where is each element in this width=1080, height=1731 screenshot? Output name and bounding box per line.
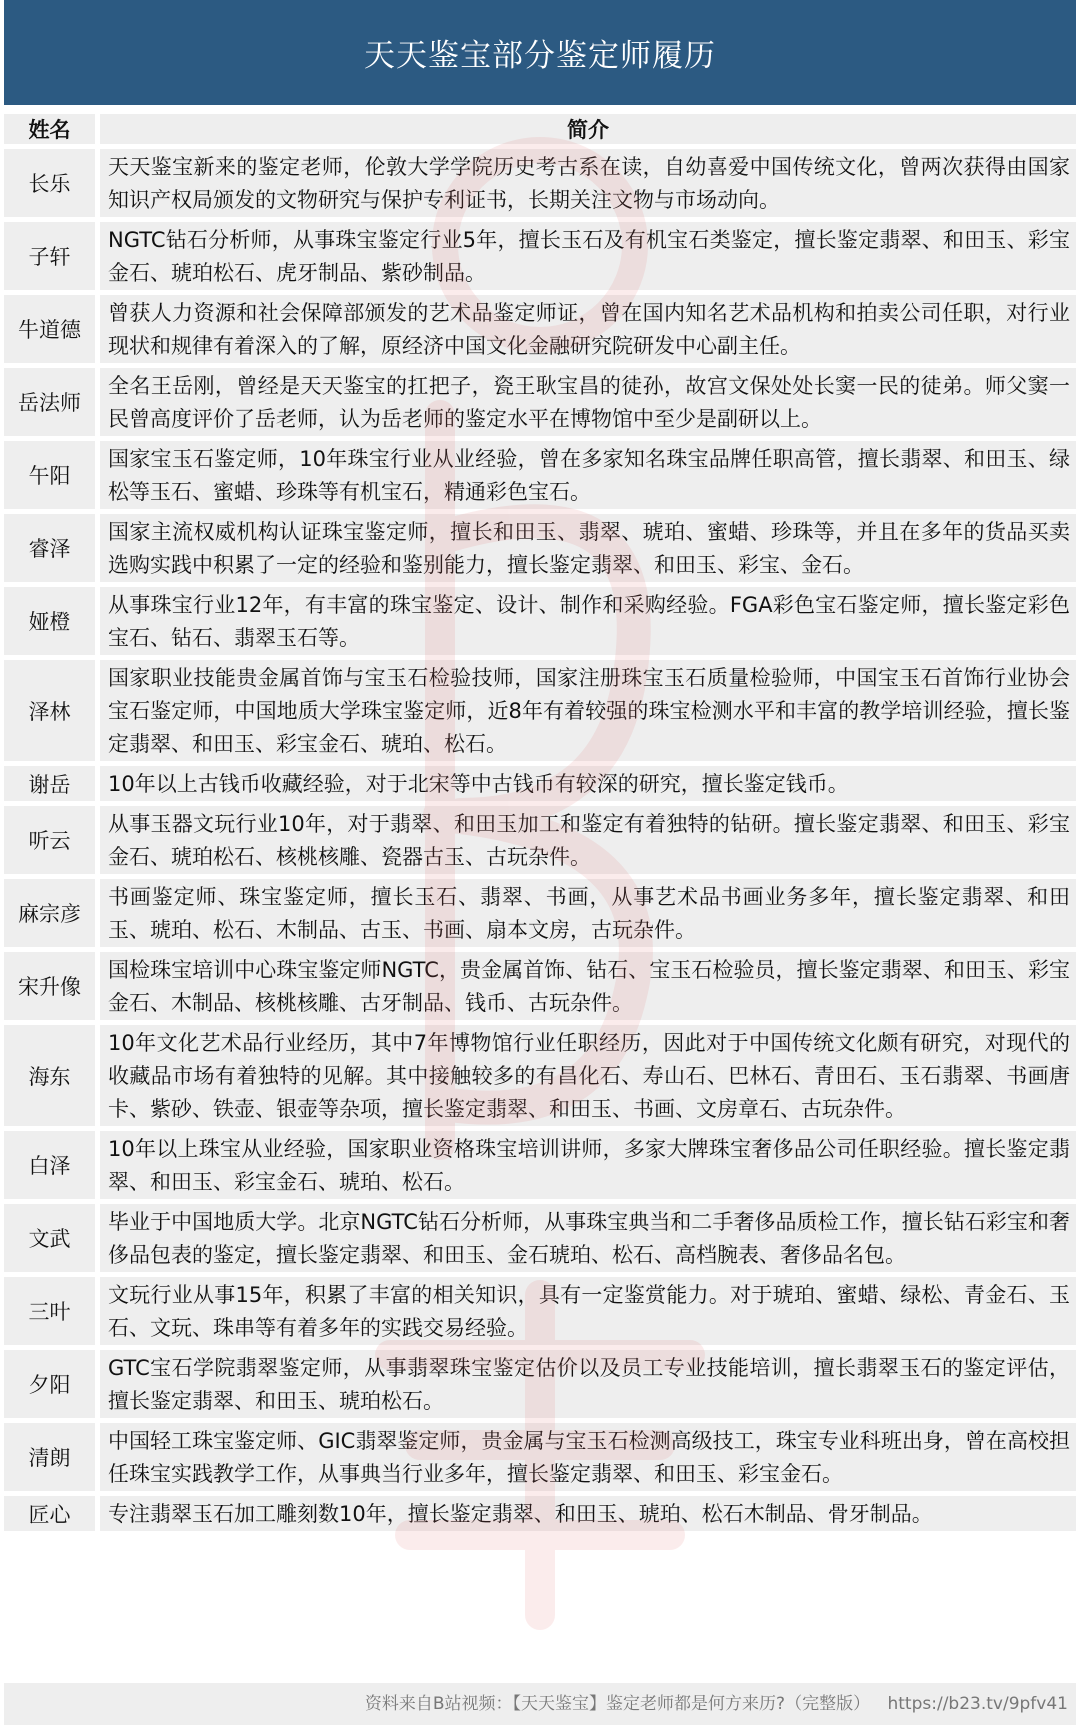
- appraiser-bio: 10年文化艺术品行业经历，其中7年博物馆行业任职经历，因此对于中国传统文化颇有研究，对现代的收藏品市场有着独特的见解。其中接触较多的有昌化石、寿山石、巴林石、青田石、玉石翡翠、书画唐卡、紫砂、铁壶、银壶等杂项，擅长鉴定翡翠、和田玉、书画、文房章石、古玩杂件。: [100, 1025, 1076, 1126]
- table-row: [4, 1496, 1076, 1531]
- appraiser-bio: 曾获人力资源和社会保障部颁发的艺术品鉴定师证，曾在国内知名艺术品机构和拍卖公司任职，对行业现状和规律有着深入的了解，原经济中国文化金融研究院研发中心副主任。: [100, 295, 1076, 363]
- table-row: [4, 587, 1076, 655]
- table-row: [4, 1423, 1076, 1491]
- header-name: 姓名: [4, 114, 100, 144]
- appraiser-name: 白泽: [4, 1131, 100, 1199]
- appraiser-name: 麻宗彦: [4, 879, 100, 947]
- appraiser-bio: 国家职业技能贵金属首饰与宝玉石检验技师，国家注册珠宝玉石质量检验师，中国宝玉石首饰行业协会宝石鉴定师，中国地质大学珠宝鉴定师，近8年有着较强的珠宝检测水平和丰富的教学培训经验，擅长鉴定翡翠、和田玉、彩宝金石、琥珀、松石。: [100, 660, 1076, 761]
- appraiser-bio: GTC宝石学院翡翠鉴定师，从事翡翠珠宝鉴定估价以及员工专业技能培训，擅长翡翠玉石的鉴定评估，擅长鉴定翡翠、和田玉、琥珀松石。: [100, 1350, 1076, 1418]
- table-row: [4, 879, 1076, 947]
- appraiser-bio: 中国轻工珠宝鉴定师、GIC翡翠鉴定师，贵金属与宝玉石检测高级技工，珠宝专业科班出身，曾在高校担任珠宝实践教学工作，从事典当行业多年，擅长鉴定翡翠、和田玉、彩宝金石。: [100, 1423, 1076, 1491]
- appraiser-bio: 从事珠宝行业12年，有丰富的珠宝鉴定、设计、制作和采购经验。FGA彩色宝石鉴定师，擅长鉴定彩色宝石、钻石、翡翠玉石等。: [100, 587, 1076, 655]
- table-row: [4, 806, 1076, 874]
- appraiser-bio: 毕业于中国地质大学。北京NGTC钻石分析师，从事珠宝典当和二手奢侈品质检工作，擅长钻石彩宝和奢侈品包表的鉴定，擅长鉴定翡翠、和田玉、金石琥珀、松石、高档腕表、奢侈品名包。: [100, 1204, 1076, 1272]
- table-row: [4, 222, 1076, 290]
- appraiser-bio: 全名王岳刚，曾经是天天鉴宝的扛把子，瓷王耿宝昌的徒孙，故宫文保处处长窦一民的徒弟。师父窦一民曾高度评价了岳老师，认为岳老师的鉴定水平在博物馆中至少是副研以上。: [100, 368, 1076, 436]
- appraiser-name: 听云: [4, 806, 100, 874]
- appraiser-bio: 10年以上珠宝从业经验，国家职业资格珠宝培训讲师，多家大牌珠宝奢侈品公司任职经验。擅长鉴定翡翠、和田玉、彩宝金石、琥珀、松石。: [100, 1131, 1076, 1199]
- appraiser-bio: NGTC钻石分析师，从事珠宝鉴定行业5年，擅长玉石及有机宝石类鉴定，擅长鉴定翡翠、和田玉、彩宝金石、琥珀松石、虎牙制品、紫砂制品。: [100, 222, 1076, 290]
- appraiser-name: 岳法师: [4, 368, 100, 436]
- table-row: [4, 1131, 1076, 1199]
- table-row: [4, 952, 1076, 1020]
- appraiser-name: 文武: [4, 1204, 100, 1272]
- appraiser-name: 牛道德: [4, 295, 100, 363]
- page-header: [4, 0, 1076, 105]
- appraiser-bio: 10年以上古钱币收藏经验，对于北宋等中古钱币有较深的研究，擅长鉴定钱币。: [100, 766, 1076, 801]
- table-row: [4, 514, 1076, 582]
- table-row: [4, 1025, 1076, 1126]
- appraiser-name: 泽林: [4, 660, 100, 761]
- appraiser-name: 海东: [4, 1025, 100, 1126]
- appraiser-bio: 专注翡翠玉石加工雕刻数10年，擅长鉴定翡翠、和田玉、琥珀、松石木制品、骨牙制品。: [100, 1496, 1076, 1531]
- footer-url[interactable]: https://b23.tv/9pfv41: [887, 1694, 1068, 1714]
- appraiser-name: 子轩: [4, 222, 100, 290]
- appraiser-name: 清朗: [4, 1423, 100, 1491]
- appraiser-name: 夕阳: [4, 1350, 100, 1418]
- table-row: [4, 295, 1076, 363]
- table-header-row: [4, 114, 1076, 144]
- appraiser-bio: 国家主流权威机构认证珠宝鉴定师，擅长和田玉、翡翠、琥珀、蜜蜡、珍珠等，并且在多年的货品买卖选购实践中积累了一定的经验和鉴别能力，擅长鉴定翡翠、和田玉、彩宝、金石。: [100, 514, 1076, 582]
- table-row: [4, 1350, 1076, 1418]
- appraiser-bio: 天天鉴宝新来的鉴定老师，伦敦大学学院历史考古系在读，自幼喜爱中国传统文化，曾两次获得由国家知识产权局颁发的文物研究与保护专利证书，长期关注文物与市场动向。: [100, 149, 1076, 217]
- table-row: [4, 149, 1076, 217]
- appraiser-bio: 国家宝玉石鉴定师，10年珠宝行业从业经验，曾在多家知名珠宝品牌任职高管，擅长翡翠、和田玉、绿松等玉石、蜜蜡、珍珠等有机宝石，精通彩色宝石。: [100, 441, 1076, 509]
- appraiser-name: 娅橙: [4, 587, 100, 655]
- appraiser-bio: 书画鉴定师、珠宝鉴定师，擅长玉石、翡翠、书画，从事艺术品书画业务多年，擅长鉴定翡翠、和田玉、琥珀、松石、木制品、古玉、书画、扇本文房，古玩杂件。: [100, 879, 1076, 947]
- footer-source-text: 资料来自B站视频：【天天鉴宝】鉴定老师都是何方来历?（完整版）: [364, 1694, 871, 1714]
- table-row: [4, 660, 1076, 761]
- table-row: [4, 766, 1076, 801]
- table-row: [4, 368, 1076, 436]
- appraiser-name: 午阳: [4, 441, 100, 509]
- table-row: [4, 441, 1076, 509]
- page-title: 天天鉴宝部分鉴定师履历: [364, 38, 716, 74]
- appraiser-table: [4, 109, 1076, 1536]
- appraiser-name: 三叶: [4, 1277, 100, 1345]
- appraiser-name: 谢岳: [4, 766, 100, 801]
- appraiser-name: 睿泽: [4, 514, 100, 582]
- table-row: [4, 1277, 1076, 1345]
- appraiser-name: 匠心: [4, 1496, 100, 1531]
- table-row: [4, 1204, 1076, 1272]
- appraiser-bio: 文玩行业从事15年，积累了丰富的相关知识，具有一定鉴赏能力。对于琥珀、蜜蜡、绿松、青金石、玉石、文玩、珠串等有着多年的实践交易经验。: [100, 1277, 1076, 1345]
- footer-source: [4, 1683, 1076, 1725]
- appraiser-name: 长乐: [4, 149, 100, 217]
- appraiser-name: 宋升像: [4, 952, 100, 1020]
- header-bio: 简介: [100, 114, 1076, 144]
- appraiser-bio: 国检珠宝培训中心珠宝鉴定师NGTC，贵金属首饰、钻石、宝玉石检验员，擅长鉴定翡翠、和田玉、彩宝金石、木制品、核桃核雕、古牙制品、钱币、古玩杂件。: [100, 952, 1076, 1020]
- appraiser-bio: 从事玉器文玩行业10年，对于翡翠、和田玉加工和鉴定有着独特的钻研。擅长鉴定翡翠、和田玉、彩宝金石、琥珀松石、核桃核雕、瓷器古玉、古玩杂件。: [100, 806, 1076, 874]
